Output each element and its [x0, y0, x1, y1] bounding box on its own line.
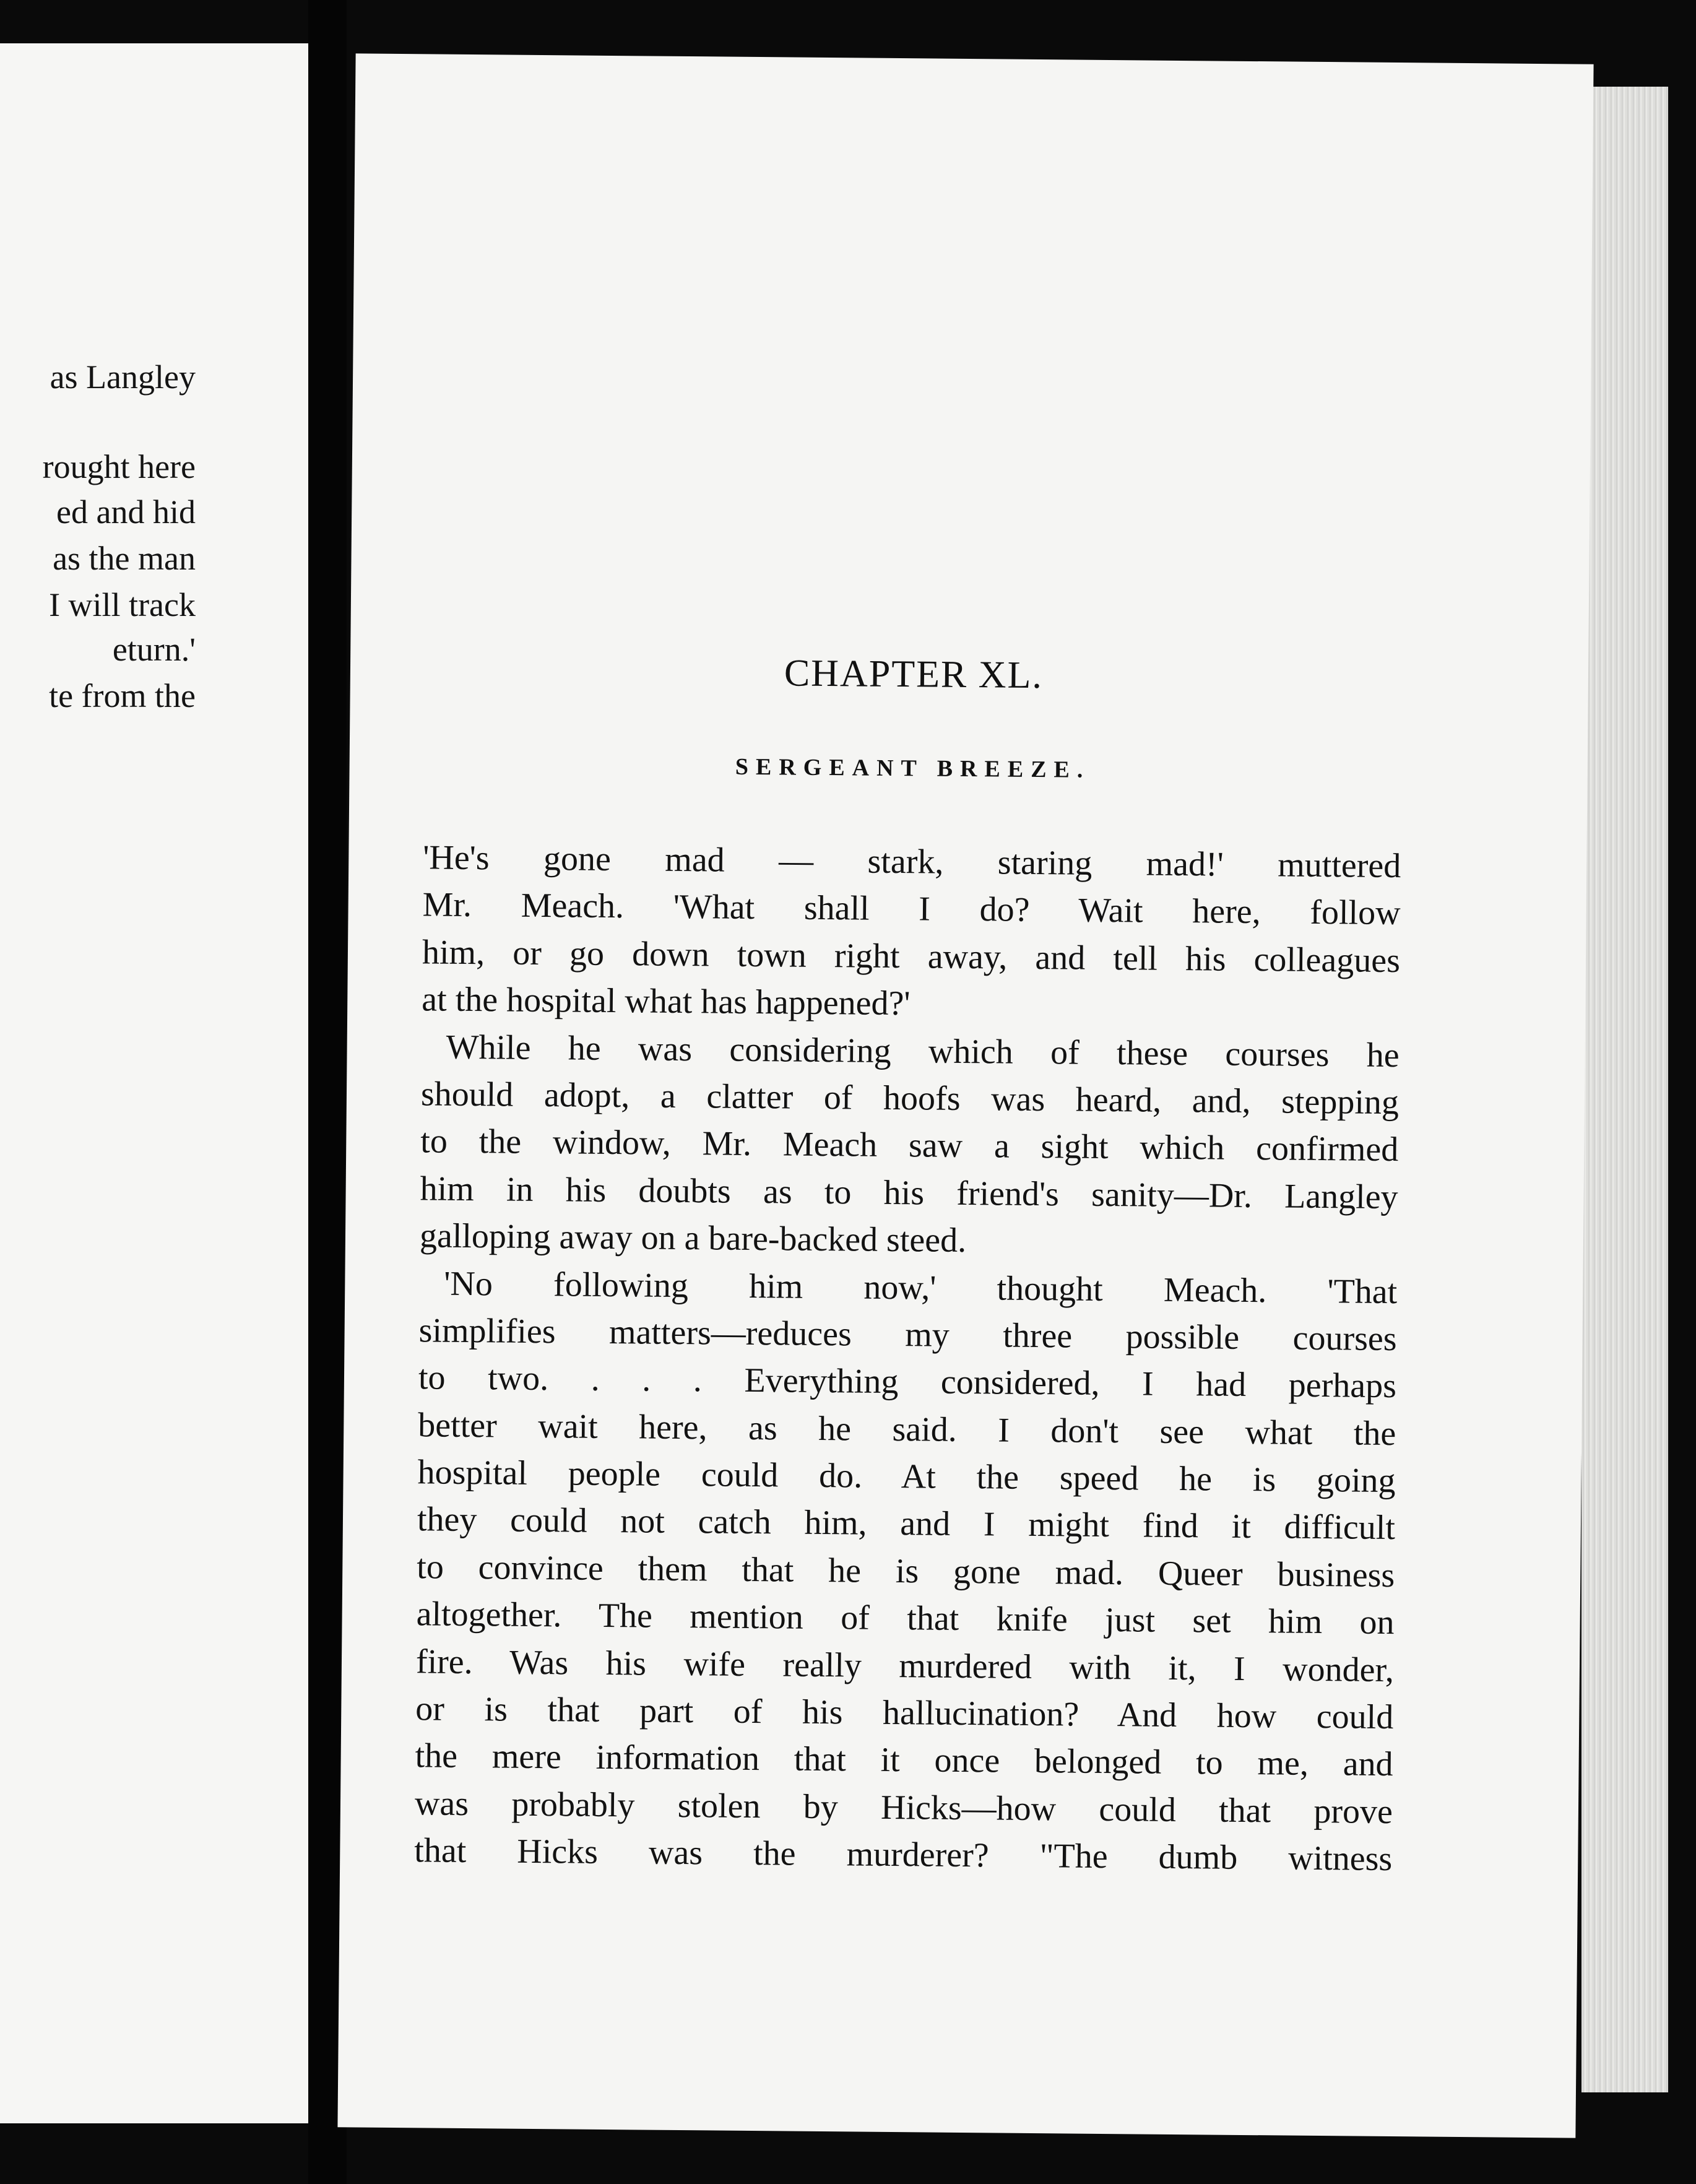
page-edges	[1581, 87, 1668, 2092]
text-line: better wait here, as he said. I don't see what the	[418, 1405, 1396, 1453]
text-line: should adopt, a clatter of hoofs was heard, and, stepping	[420, 1075, 1400, 1122]
text-line: to convince them that he is gone mad. Queer business	[417, 1548, 1395, 1595]
text-line: that Hicks was the murderer? "The dumb witness	[414, 1831, 1393, 1879]
left-line: te from the	[49, 677, 196, 714]
body-text	[414, 834, 1401, 1883]
page-content	[412, 54, 1408, 2136]
text-line: him in his doubts as to his friend's sanity—Dr. Langley	[420, 1169, 1398, 1216]
left-line: rought here	[42, 448, 196, 485]
text-line: fire. Was his wife really murdered with it, I wonder,	[415, 1642, 1395, 1689]
text-line: hospital people could do. At the speed he is going	[417, 1453, 1396, 1501]
text-line: to the window, Mr. Meach saw a sight which confirmed	[420, 1122, 1399, 1169]
chapter-subtitle: SERGEANT BREEZE.	[735, 753, 1091, 783]
left-line: as Langley	[50, 358, 196, 396]
text-line: altogether. The mention of that knife just set him on	[416, 1595, 1395, 1642]
text-line: Mr. Meach. 'What shall I do? Wait here, follow	[422, 885, 1401, 933]
text-line: 'He's gone mad — stark, staring mad!' muttered	[423, 838, 1401, 886]
text-line: galloping away on a bare-backed steed.	[419, 1216, 967, 1260]
text-line: at the hospital what has happened?'	[422, 980, 911, 1023]
left-line: eturn.'	[112, 631, 196, 668]
text-line: him, or go down town right away, and tell his colleagues	[422, 933, 1401, 980]
text-line: to two. . . . Everything considered, I had perhaps	[418, 1358, 1397, 1406]
left-line: ed and hid	[56, 493, 196, 531]
left-line: I will track	[49, 586, 196, 623]
left-page	[0, 43, 308, 2123]
text-line: While he was considering which of these courses he	[446, 1028, 1400, 1075]
right-page	[337, 53, 1593, 2138]
left-page-text	[0, 43, 308, 2123]
text-line: simplifies matters—reduces my three possible courses	[418, 1311, 1397, 1358]
left-line: as the man	[53, 540, 196, 577]
text-line: they could not catch him, and I might find it difficult	[417, 1500, 1396, 1548]
text-line: 'No following him now,' thought Meach. 'That	[444, 1264, 1398, 1311]
text-line: was probably stolen by Hicks—how could that prove	[414, 1784, 1393, 1831]
text-line: or is that part of his hallucination? And how could	[415, 1689, 1394, 1737]
text-line: the mere information that it once belonged to me, and	[415, 1736, 1393, 1784]
chapter-title: CHAPTER XL.	[784, 652, 1044, 697]
